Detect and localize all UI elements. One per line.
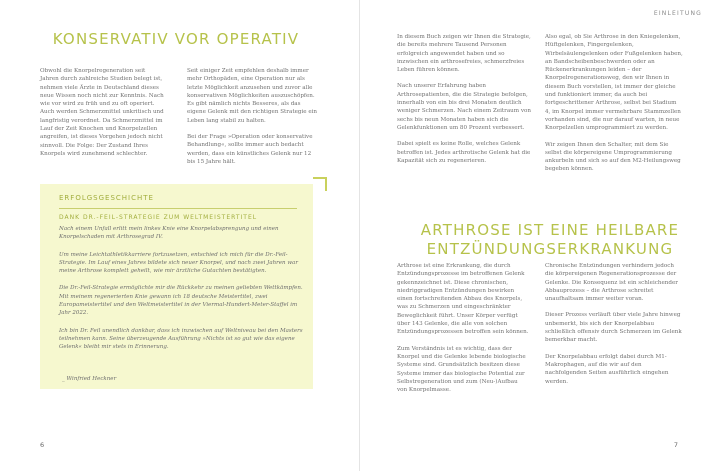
- paragraph: Nach einem Unfall erlitt mein linkes Knie eine Knorpelabsprengung und einen Knorpelschaden mit Arthrosegrad IV.: [59, 226, 279, 241]
- box-title: ERFOLGSGESCHICHTE: [59, 194, 154, 202]
- paragraph: Zum Verständnis ist es wichtig, dass der Knorpel und die Gelenke lebende biologische Systeme sind. Grundsätzlich besitzen diese Systeme immer das biologische Potential zur Selbstregeneration und zum (Neu-)Aufbau von Knorpelmasse.: [397, 345, 526, 394]
- signature: _ Winfried Heckner: [62, 376, 117, 382]
- corner-bracket-decoration: [313, 177, 327, 191]
- paragraph: Obwohl die Knorpelregeneration seit Jahren durch zahlreiche Studien belegt ist, nehmen viele Ärzte in Deutschland dieses neue Wissen noch nicht zur Kenntnis. Nach wie vor wird zu früh und zu oft operiert. Auch werden Schmerzmittel unkritisch und langfristig verordnet. Da Schmerzmittel im Lauf der Zeit Knochen und Knorpelzellen angreifen, ist dieses Vorgehen jedoch nicht sinnvoll. Die Folge: Der Zustand Ihres Knorpels wird zunehmend schlechter.: [40, 68, 164, 157]
- paragraph: Die Dr.-Feil-Strategie ermöglichte mir die Rückkehr zu meinen geliebten Wettkämpfen. Mit meinem regenerierten Knie gewann ich 18 deutsche Meistertitel, zwei Europameistertitel und den Weltmeistertitel in der Viermal-Hundert-Meter-Staffel im Jahr 2022.: [59, 285, 303, 317]
- paragraph: Arthrose ist eine Erkrankung, die durch Entzündungsprozesse im betroffenen Gelenk gekennzeichnet ist. Diese chronischen, niedriggradigen Entzündungen bewirken einen fortschreitenden Abbau des Knorpels, was zu Schmerzen und eingeschränkter Beweglichkeit führt. Unser Körper verfügt über 143 Gelenke, die alle von solchen Entzündungsprozessen betroffen sein können.: [397, 263, 529, 336]
- paragraph: Um meine Leichtathletikkarriere fortzusetzen, entschied ich mich für die Dr.-Feil-Strategie. Im Lauf eines Jahres bildete sich neuer Knorpel, und nach zwei Jahren war meine Arthrose komplett geheilt, wie mir ärztliche Gutachten bestätigten.: [59, 251, 298, 275]
- text-column-1: [40, 67, 164, 166]
- page-number: 7: [673, 441, 678, 449]
- text-column-1: [397, 33, 532, 173]
- paragraph: Wir zeigen Ihnen den Schalter, mit dem Sie selbst die körpereigene Umprogrammierung ankurbeln und sich so auf den M2-Heilungsweg begeben können.: [545, 141, 681, 173]
- text-column-3: [397, 262, 529, 402]
- text-column-2: [187, 67, 319, 174]
- page-number: 6: [40, 441, 45, 449]
- running-head: EINLEITUNG: [653, 10, 702, 17]
- paragraph: Dieser Prozess verläuft über viele Jahre hinweg unbemerkt, bis sich der Knorpelabbau schließlich offensiv durch Schmerzen im Gelenk bemerkbar macht.: [545, 312, 682, 344]
- paragraph: Bei der Frage »Operation oder konservative Behandlung«, sollte immer auch bedacht werden, dass ein künstliches Gelenk nur 12 bis 15 Jahre hält.: [187, 134, 313, 165]
- paragraph: Ich bin Dr. Feil unendlich dankbar, dass ich inzwischen auf Weltniveau bei den Masters teilnehmen kann. Seine überzeugende Ausführung »Nichts ist so gut wie das eigene Gelenk« bleibt mir stets in Erinnerung.: [59, 327, 303, 351]
- page-title: KONSERVATIV VOR OPERATIV: [52, 30, 300, 48]
- section-title: ARTHROSE IST EINE HEILBARE ENTZÜNDUNGSERKRANKUNG: [420, 221, 680, 258]
- paragraph: Seit einiger Zeit empfehlen deshalb immer mehr Orthopäden, eine Operation nur als letzte Möglichkeit anzusehen und zuvor alle konservativen Möglichkeiten auszuschöpfen. Es gibt nämlich nichts Besseres, als das eigene Gelenk mit den richtigen Strategie ein Leben lang stabil zu halten.: [187, 68, 318, 124]
- paragraph: Chronische Entzündungen verhindern jedoch die körpereigenen Regenerationsprozesse der Gelenke. Die Konsequenz ist ein schleichender Abbauprozess – die Arthrose schreitet unaufhaltsam immer weiter voran.: [545, 263, 678, 303]
- divider: [59, 208, 297, 209]
- paragraph: In diesem Buch zeigen wir Ihnen die Strategie, die bereits mehrere Tausend Personen erfolgreich angewendet haben und so inzwischen ein arthrosefreies, schmerzfreies Leben führen können.: [397, 34, 531, 74]
- box-body: [59, 225, 304, 361]
- text-column-2: [545, 33, 683, 182]
- paragraph: Nach unserer Erfahrung haben Arthrosepatienten, die die Strategie befolgen, innerhalb von ein bis drei Monaten deutlich weniger Schmerzen. Nach einem Zeitraum von sechs bis neun Monaten haben sich die Gelenkfunktionen um 80 Prozent verbessert.: [397, 83, 532, 131]
- box-subtitle: DANK DR.-FEIL-STRATEGIE ZUM WELTMEISTERTITEL: [59, 214, 258, 221]
- success-story-box: [40, 184, 313, 389]
- right-page: [360, 0, 720, 471]
- paragraph: Der Knorpelabbau erfolgt dabei durch M1-Makrophagen, auf die wir auf den nachfolgenden Seiten ausführlich eingehen werden.: [545, 353, 669, 385]
- paragraph: Also egal, ob Sie Arthrose in den Kniegelenken, Hüftgelenken, Fingergelenken, Wirbelsäulengelenken oder Fußgelenken haben, an Bandscheibenbeschwerden oder an Rückenerkrankungen leiden – der Knorpelregenerationsweg, den wir Ihnen in diesem Buch vorstellen, ist immer der gleiche und funktioniert immer, da auch bei fortgeschrittener Arthrose, selbst bei Stadium 4, im Knorpel immer vermehrbare Stammzellen vorhanden sind, die nur darauf warten, in neue Knorpelzellen umprogrammiert zu werden.: [545, 34, 683, 132]
- paragraph: Dabei spielt es keine Rolle, welches Gelenk betroffen ist. Jedes arthrotische Gelenk hat die Kapazität sich zu regenerieren.: [397, 141, 531, 164]
- text-column-4: [545, 262, 683, 394]
